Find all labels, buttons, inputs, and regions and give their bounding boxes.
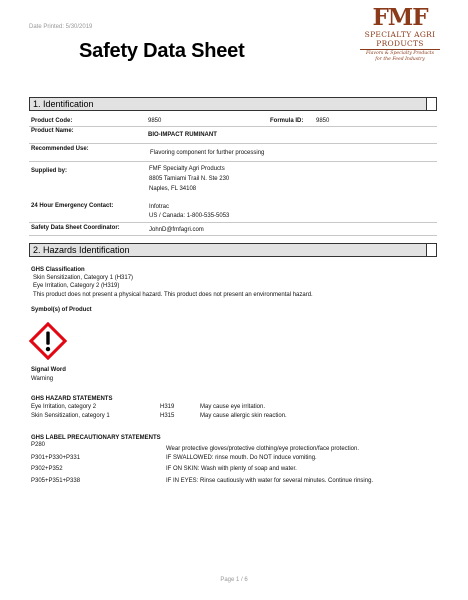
- section-1-header: [29, 97, 437, 111]
- precautionary-text: IF SWALLOWED: rinse mouth. Do NOT induce vomiting.: [166, 455, 317, 461]
- divider: [29, 126, 437, 127]
- symbols-label: Symbol(s) of Product: [31, 307, 92, 313]
- classification-line: Skin Sensitization, Category 1 (H317): [33, 275, 134, 281]
- precautionary-code: P305+P351+P338: [31, 478, 81, 484]
- classification-line: This product does not present a physical hazard. This product does not present an environmental hazard.: [33, 292, 313, 298]
- precautionary-text: IF ON SKIN: Wash with plenty of soap and water.: [166, 466, 297, 472]
- formula-id-label: Formula ID:: [270, 118, 304, 124]
- ghs-classification-label: GHS Classification: [31, 267, 85, 273]
- sds-coordinator-email[interactable]: JohnD@fmfagri.com: [149, 227, 204, 233]
- logo-name-line2: PRODUCTS: [376, 39, 424, 48]
- logo-name-line1: SPECIALTY AGRI: [364, 30, 436, 39]
- supplier-address-line2: Naples, FL 34108: [149, 186, 197, 192]
- divider: [29, 235, 437, 236]
- product-code-value: 9850: [148, 118, 162, 124]
- precautionary-code: P301+P330+P331: [31, 455, 81, 461]
- signal-word-label: Signal Word: [31, 367, 66, 373]
- precautionary-text: Wear protective gloves/protective clothing/eye protection/face protection.: [166, 446, 359, 452]
- company-logo: [354, 6, 446, 63]
- divider: [29, 161, 437, 162]
- logo-divider: [360, 49, 440, 50]
- hazard-text: May cause allergic skin reaction.: [200, 413, 287, 419]
- emergency-contact-name: Infotrac: [149, 204, 170, 210]
- product-code-label: Product Code:: [31, 118, 73, 124]
- supplier-address-line1: 8805 Tamiami Trail N. Ste 230: [149, 176, 230, 182]
- emergency-contact-label: 24 Hour Emergency Contact:: [31, 203, 114, 209]
- hazard-text: May cause eye irritation.: [200, 404, 266, 410]
- divider: [29, 143, 437, 144]
- logo-tagline-line2: for the Feed Industry: [375, 57, 425, 62]
- recommended-use-label: Recommended Use:: [31, 146, 89, 152]
- supplier-name: FMF Specialty Agri Products: [149, 166, 225, 172]
- recommended-use-value: Flavoring component for further processing: [150, 150, 265, 156]
- section-1-heading: 1. Identification: [33, 99, 94, 109]
- signal-word-value: Warning: [31, 376, 54, 382]
- emergency-contact-phone: US / Canada: 1-800-535-5053: [149, 213, 230, 219]
- divider: [29, 222, 437, 223]
- precautionary-statements-label: GHS LABEL PRECAUTIONARY STATEMENTS: [31, 435, 161, 441]
- date-printed: Date Printed: 5/30/2019: [29, 24, 93, 30]
- hazard-category: Eye Irritation, category 2: [31, 404, 97, 410]
- precautionary-code: P302+P352: [31, 466, 63, 472]
- hazard-category: Skin Sensitization, category 1: [31, 413, 110, 419]
- document-title: Safety Data Sheet: [79, 40, 245, 62]
- hazard-code: H315: [160, 413, 175, 419]
- formula-id-value: 9850: [316, 118, 330, 124]
- exclamation-mark-diamond-icon: [29, 322, 67, 360]
- hazard-code: H319: [160, 404, 175, 410]
- precautionary-text: IF IN EYES: Rinse cautiously with water for several minutes. Continue rinsing.: [166, 478, 374, 484]
- product-name-value: BIO-IMPACT RUMINANT: [148, 132, 217, 138]
- classification-line: Eye Irritation, Category 2 (H319): [33, 283, 120, 289]
- precautionary-code: P280: [31, 442, 46, 448]
- section-2-heading: 2. Hazards Identification: [33, 245, 130, 255]
- page-number: Page 1 / 6: [220, 577, 248, 583]
- sds-coordinator-label: Safety Data Sheet Coordinator:: [31, 225, 120, 231]
- hazard-statements-label: GHS HAZARD STATEMENTS: [31, 396, 113, 402]
- logo-mark: FMF: [372, 4, 428, 31]
- product-name-label: Product Name:: [31, 128, 74, 134]
- supplied-by-label: Supplied by:: [31, 168, 67, 174]
- section-2-header: [29, 243, 437, 257]
- logo-tagline-line1: Flavors & Specialty Products: [365, 51, 434, 56]
